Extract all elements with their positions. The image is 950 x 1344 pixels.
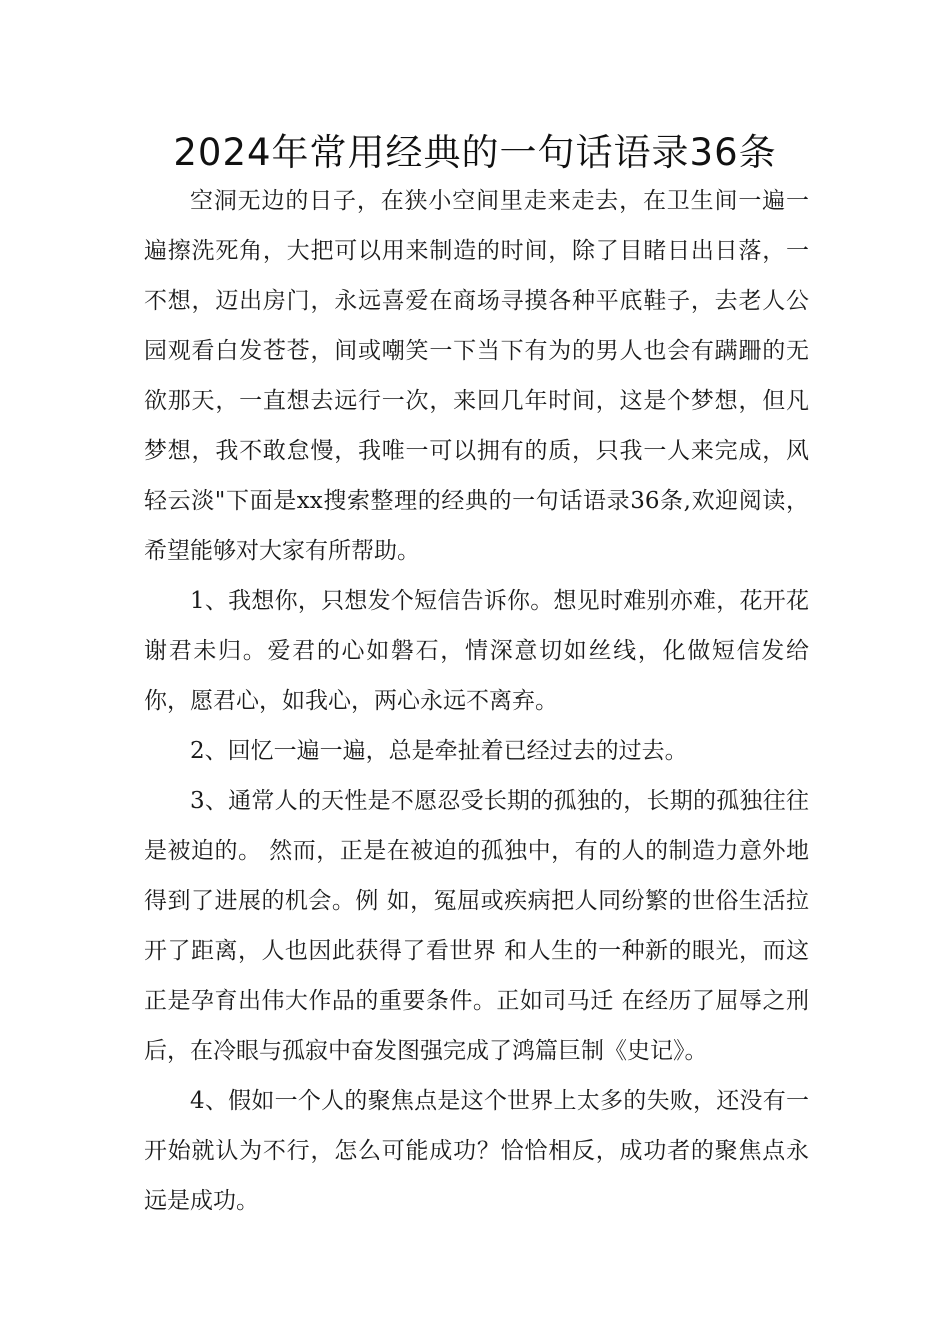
intro-paragraph: 空洞无边的日子，在狭小空间里走来走去，在卫生间一遍一遍擦洗死角，大把可以用来制造的时间，除了目睹日出日落，一不想，迈出房门，永远喜爱在商场寻摸各种平底鞋子，去老人公园观看白发苍苍，间或嘲笑一下当下有为的男人也会有蹒跚的无欲那天，一直想去远行一次，来回几年时间，这是个梦想，但凡梦想，我不敢怠慢，我唯一可以拥有的质，只我一人来完成，风轻云淡"下面是xx搜索整理的经典的一句话语录36条,欢迎阅读，希望能够对大家有所帮助。 xyxy=(144,188,809,564)
quote-paragraph-4: 4、假如一个人的聚焦点是这个世界上太多的失败，还没有一开始就认为不行，怎么可能成功？恰恰相反，成功者的聚焦点永远是成功。 xyxy=(144,1088,809,1214)
quote-paragraph-3: 3、通常人的天性是不愿忍受长期的孤独的，长期的孤独往往是被迫的。 然而，正是在被迫的孤独中，有的人的制造力意外地得到了进展的机会。例 如，冤屈或疾病把人同纷繁的世俗生活拉开了距离，人也因此获得了看世界 和人生的一种新的眼光，而这正是孕育出伟大作品的重要条件。正如司马迁 在经历了屈辱之刑后，在冷眼与孤寂中奋发图强完成了鸿篇巨制《史记》。 xyxy=(144,788,809,1064)
quote-paragraph-2: 2、回忆一遍一遍，总是牵扯着已经过去的过去。 xyxy=(190,738,688,764)
document-title: 2024年常用经典的一句话语录36条 xyxy=(173,131,777,174)
quote-paragraph-1: 1、我想你，只想发个短信告诉你。想见时难别亦难，花开花谢君未归。爱君的心如磐石，情深意切如丝线，化做短信发给你，愿君心，如我心，两心永远不离弃。 xyxy=(144,588,809,714)
document-body xyxy=(144,176,809,1226)
